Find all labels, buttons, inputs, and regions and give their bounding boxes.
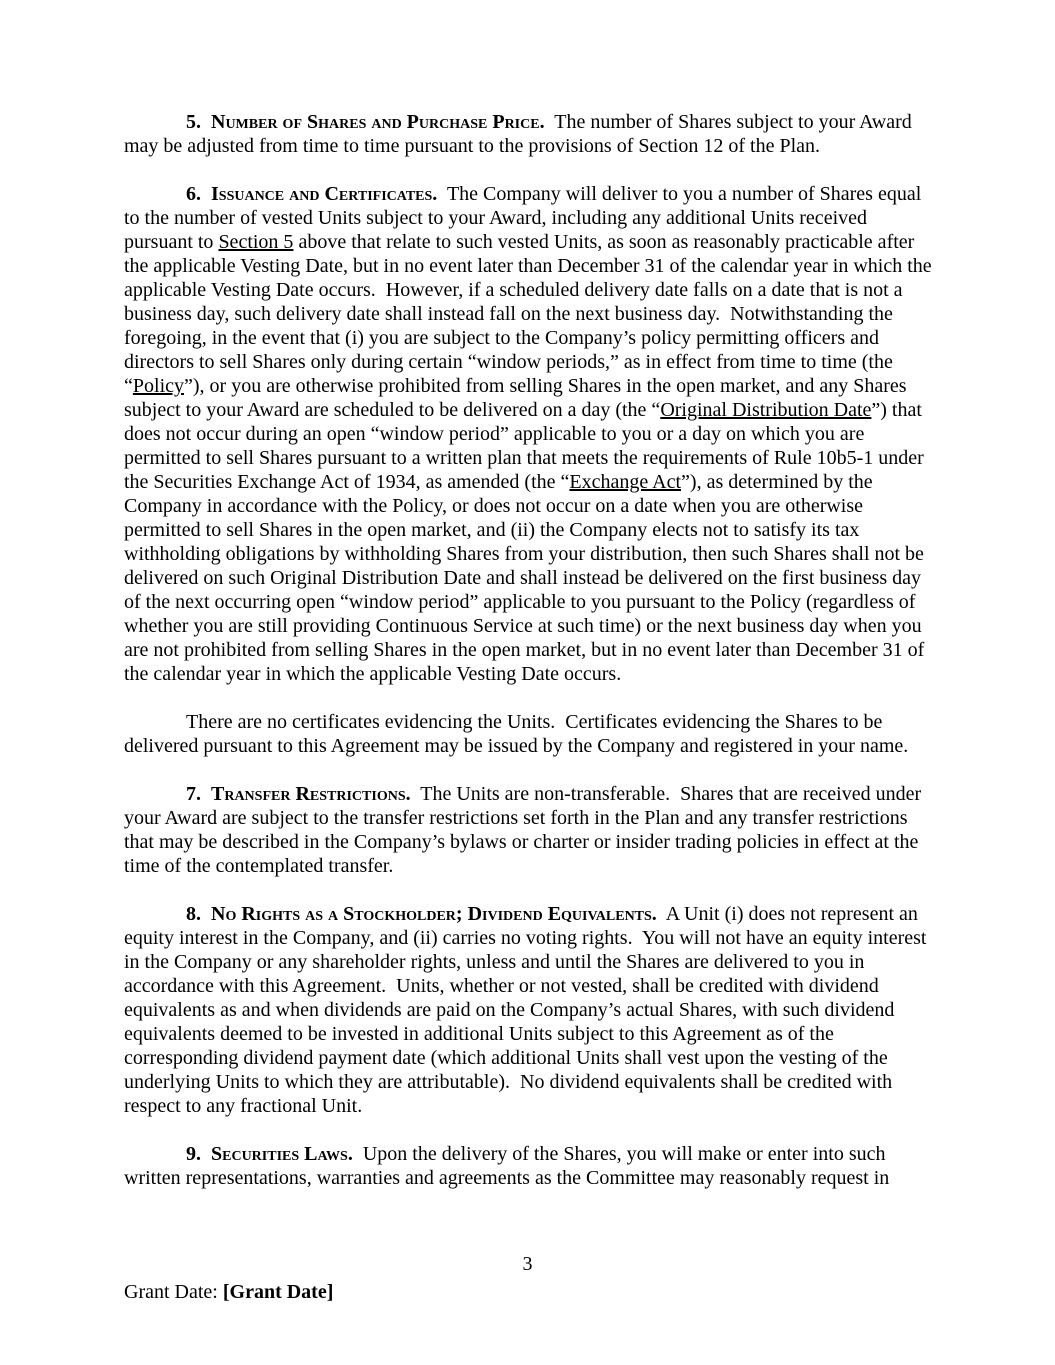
- text-run: ”) that does not occur during an open “window period” applicable to you or a day on which you are permitted to sell Shares pursuant to a written plan that meets the requirements of Rule 10b5-1 under the Securities Exchange Act of 1934, as amended (the “: [124, 399, 929, 493]
- text-run: ”), as determined by the Company in accordance with the Policy, or does not occur on a date when you are otherwise permitted to sell Shares in the open market, and (ii) the Company elects not to satisfy its tax withholding obligations by withholding Shares from your distribution, then such Shares shall not be delivered on such Original Distribution Date and shall instead be delivered on the first business day of the next occurring open “window period” applicable to you pursuant to the Policy (regardless of whether you are still providing Continuous Service at such time) or the next business day when you are not prohibited from selling Shares in the open market, but in no event later than December 31 of the calendar year in which the applicable Vesting Date occurs.: [124, 471, 930, 685]
- grant-date-label: Grant Date:: [124, 1281, 223, 1303]
- heading-body-gap: [545, 111, 555, 133]
- section-number: 8.: [186, 903, 211, 925]
- section-number: 7.: [186, 783, 211, 805]
- section-paragraph: [124, 182, 937, 686]
- body-paragraph: [124, 710, 934, 758]
- section-heading: Number of Shares and Purchase Price.: [211, 111, 545, 133]
- section-paragraph: [124, 110, 934, 158]
- defined-term-underlined: Policy: [132, 375, 185, 397]
- defined-term-underlined: Section 5: [218, 231, 294, 253]
- text-run: ”), or you are otherwise prohibited from selling Shares in the open market, and any Shares subject to your Award are scheduled to be delivered on a day (the “: [124, 375, 912, 421]
- section-heading: Transfer Restrictions.: [211, 783, 411, 805]
- grant-date-value: [Grant Date]: [222, 1281, 334, 1303]
- heading-body-gap: [437, 183, 447, 205]
- section-heading: Securities Laws.: [211, 1143, 353, 1165]
- heading-body-gap: [411, 783, 421, 805]
- text-run: The Units are non-transferable. Shares that are received under your Award are subject to the transfer restrictions set forth in the Plan and any transfer restrictions that may be described in the Company’s bylaws or charter or insider trading policies in effect at the time of the contemplated transfer.: [124, 783, 927, 877]
- section-paragraph: [124, 902, 934, 1118]
- grant-date-line: [124, 1280, 333, 1304]
- heading-body-gap: [657, 903, 666, 925]
- section-paragraph: [124, 1142, 934, 1190]
- text-run: Upon the delivery of the Shares, you will make or enter into such written representations, warranties and agreements as the Committee may reasonably request in: [124, 1143, 891, 1189]
- section-number: 5.: [186, 111, 211, 133]
- defined-term-underlined: Original Distribution Date: [660, 399, 872, 421]
- document-body: [124, 110, 937, 1190]
- section-paragraph: [124, 782, 934, 878]
- text-run: above that relate to such vested Units, as soon as reasonably practicable after the applicable Vesting Date, but in no event later than December 31 of the calendar year in which the applicable Vesting Date occurs. However, if a scheduled delivery date falls on a date that is not a business day, such delivery date shall instead fall on the next business day. Notwithstanding the foregoing, in the event that (i) you are subject to the Company’s policy permitting officers and directors to sell Shares only during certain “window periods,” as in effect from time to time (the “: [124, 231, 937, 397]
- text-run: There are no certificates evidencing the Units. Certificates evidencing the Shares to be delivered pursuant to this Agreement may be issued by the Company and registered in your name.: [124, 711, 909, 757]
- text-run: The Company will deliver to you a number of Shares equal to the number of vested Units subject to your Award, including any additional Units received pursuant to: [124, 183, 927, 253]
- section-number: 6.: [186, 183, 211, 205]
- text-run: The number of Shares subject to your Award may be adjusted from time to time pursuant to the provisions of Section 12 of the Plan.: [124, 111, 917, 157]
- text-run: A Unit (i) does not represent an equity interest in the Company, and (ii) carries no voting rights. You will not have an equity interest in the Company or any shareholder rights, unless and until the Shares are delivered to you in accordance with this Agreement. Units, whether or not vested, shall be credited with dividend equivalents as and when dividends are paid on the Company’s actual Shares, with such dividend equivalents deemed to be invested in additional Units subject to this Agreement as of the corresponding dividend payment date (which additional Units shall vest upon the vesting of the underlying Units to which they are attributable). No dividend equivalents shall be credited with respect to any fractional Unit.: [124, 903, 932, 1117]
- section-heading: Issuance and Certificates.: [211, 183, 438, 205]
- section-number: 9.: [186, 1143, 211, 1165]
- page-number: 3: [522, 1253, 533, 1275]
- section-heading: No Rights as a Stockholder; Dividend Equivalents.: [211, 903, 657, 925]
- heading-body-gap: [353, 1143, 363, 1165]
- defined-term-underlined: Exchange Act: [569, 471, 682, 493]
